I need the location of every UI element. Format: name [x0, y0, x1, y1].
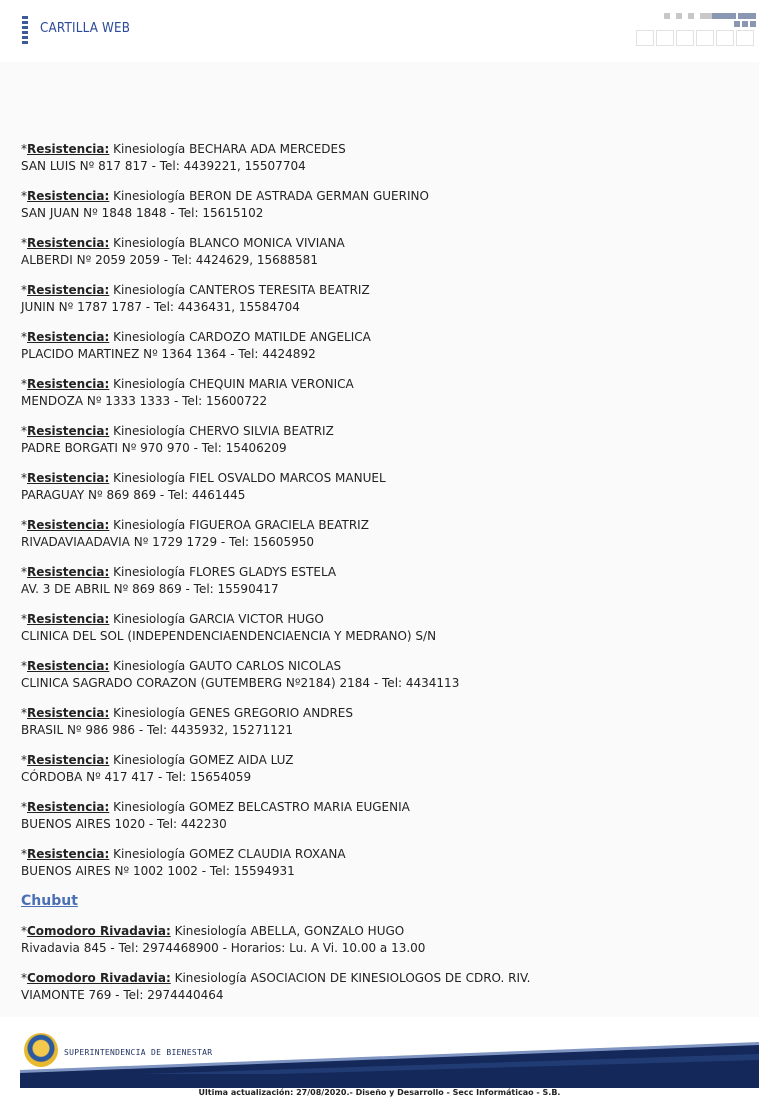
provider-name: Kinesiología FIGUEROA GRACIELA BEATRIZ: [113, 518, 369, 532]
provider-entry: [21, 235, 741, 269]
provider-name: Kinesiología CHERVO SILVIA BEATRIZ: [113, 424, 334, 438]
superintendencia-seal-logo: [24, 1033, 58, 1067]
bullet-asterisk: *: [21, 800, 27, 814]
deco-square: [730, 13, 736, 19]
provider-name-line: [21, 235, 741, 252]
city-label: Resistencia:: [27, 847, 110, 861]
city-label: Resistencia:: [27, 142, 110, 156]
city-label: Resistencia:: [27, 189, 110, 203]
city-label: Comodoro Rivadavia:: [27, 971, 171, 985]
provider-entry: [21, 611, 741, 645]
deco-square: [664, 13, 670, 19]
provider-address: AV. 3 DE ABRIL Nº 869 869 - Tel: 15590417: [21, 582, 279, 596]
provider-address: BRASIL Nº 986 986 - Tel: 4435932, 15271121: [21, 723, 293, 737]
provider-address: PLACIDO MARTINEZ Nº 1364 1364 - Tel: 4424892: [21, 347, 316, 361]
provider-name: Kinesiología ABELLA, GONZALO HUGO: [174, 924, 405, 938]
provider-name-line: [21, 752, 741, 769]
provider-name: Kinesiología GAUTO CARLOS NICOLAS: [113, 659, 342, 673]
bullet-asterisk: *: [21, 753, 27, 767]
header-squares-decoration: [634, 10, 759, 48]
provider-address: CLINICA SAGRADO CORAZON (GUTEMBERG Nº2184) 2184 - Tel: 4434113: [21, 676, 460, 690]
provider-address: BUENOS AIRES 1020 - Tel: 442230: [21, 817, 227, 831]
provider-name-line: [21, 188, 741, 205]
bullet-asterisk: *: [21, 847, 27, 861]
provider-name: Kinesiología CANTEROS TERESITA BEATRIZ: [113, 283, 370, 297]
provider-entry: [21, 564, 741, 598]
page-header: [0, 0, 759, 60]
deco-box: [696, 30, 714, 46]
bullet-asterisk: *: [21, 924, 27, 938]
header-stripes-icon: [22, 16, 28, 44]
provider-address: PARAGUAY Nº 869 869 - Tel: 4461445: [21, 488, 246, 502]
provider-name: Kinesiología BERON DE ASTRADA GERMAN GUERINO: [113, 189, 429, 203]
provider-name: Kinesiología GOMEZ CLAUDIA ROXANA: [113, 847, 346, 861]
city-label: Resistencia:: [27, 659, 110, 673]
provider-name: Kinesiología BLANCO MONICA VIVIANA: [113, 236, 345, 250]
bullet-asterisk: *: [21, 612, 27, 626]
provider-name: Kinesiología GENES GREGORIO ANDRES: [113, 706, 354, 720]
provider-name-line: [21, 517, 741, 534]
provider-address: SAN LUIS Nº 817 817 - Tel: 4439221, 15507704: [21, 159, 306, 173]
deco-box: [636, 30, 654, 46]
provider-address: VIAMONTE 769 - Tel: 2974440464: [21, 988, 224, 1002]
provider-entry: [21, 970, 741, 1004]
city-label: Resistencia:: [27, 800, 110, 814]
provider-name-line: [21, 423, 741, 440]
deco-square: [734, 21, 740, 27]
provider-entry: [21, 752, 741, 786]
deco-square: [742, 21, 748, 27]
provider-entry: [21, 282, 741, 316]
bullet-asterisk: *: [21, 706, 27, 720]
provider-name-line: [21, 923, 741, 940]
bullet-asterisk: *: [21, 283, 27, 297]
deco-box: [676, 30, 694, 46]
provider-name-line: [21, 564, 741, 581]
city-label: Resistencia:: [27, 753, 110, 767]
deco-box: [716, 30, 734, 46]
provider-address: ALBERDI Nº 2059 2059 - Tel: 4424629, 15688581: [21, 253, 318, 267]
provider-entry: [21, 658, 741, 692]
bullet-asterisk: *: [21, 518, 27, 532]
provider-entry: [21, 470, 741, 504]
header-title: CARTILLA WEB: [40, 21, 131, 36]
provider-entry: [21, 799, 741, 833]
provider-address: SAN JUAN Nº 1848 1848 - Tel: 15615102: [21, 206, 264, 220]
provider-name-line: [21, 846, 741, 863]
provider-entry: [21, 376, 741, 410]
provider-address: RIVADAVIAADAVIA Nº 1729 1729 - Tel: 15605950: [21, 535, 314, 549]
bullet-asterisk: *: [21, 565, 27, 579]
provider-entry: [21, 705, 741, 739]
city-label: Resistencia:: [27, 377, 110, 391]
provider-address: Rivadavia 845 - Tel: 2974468900 - Horarios: Lu. A Vi. 10.00 a 13.00: [21, 941, 426, 955]
bullet-asterisk: *: [21, 377, 27, 391]
bullet-asterisk: *: [21, 971, 27, 985]
provider-address: CÓRDOBA Nº 417 417 - Tel: 15654059: [21, 770, 252, 784]
provider-address: PADRE BORGATI Nº 970 970 - Tel: 15406209: [21, 441, 287, 455]
footer-wave-banner: [20, 1030, 759, 1088]
provider-name-line: [21, 799, 741, 816]
provider-list: [21, 141, 741, 1017]
provider-address: MENDOZA Nº 1333 1333 - Tel: 15600722: [21, 394, 268, 408]
city-label: Resistencia:: [27, 706, 110, 720]
provider-name: Kinesiología GARCIA VICTOR HUGO: [113, 612, 324, 626]
bullet-asterisk: *: [21, 424, 27, 438]
provider-name: Kinesiología GOMEZ AIDA LUZ: [113, 753, 294, 767]
footer-logo-text: SUPERINTENDENCIA DE BIENESTAR: [64, 1048, 213, 1057]
provider-name-line: [21, 141, 741, 158]
provider-entry: [21, 517, 741, 551]
provider-name: Kinesiología FLORES GLADYS ESTELA: [113, 565, 337, 579]
provider-name: Kinesiología ASOCIACION DE KINESIOLOGOS DE CDRO. RIV.: [174, 971, 531, 985]
provider-name-line: [21, 611, 741, 628]
provider-name-line: [21, 282, 741, 299]
city-label: Resistencia:: [27, 424, 110, 438]
city-label: Resistencia:: [27, 518, 110, 532]
provider-entry: [21, 923, 741, 957]
deco-box: [736, 30, 754, 46]
city-label: Resistencia:: [27, 236, 110, 250]
province-heading[interactable]: Chubut: [21, 893, 78, 909]
provider-name-line: [21, 329, 741, 346]
provider-name-line: [21, 658, 741, 675]
provider-name: Kinesiología FIEL OSVALDO MARCOS MANUEL: [113, 471, 386, 485]
provider-entry: [21, 141, 741, 175]
provider-entry: [21, 188, 741, 222]
provider-address: BUENOS AIRES Nº 1002 1002 - Tel: 15594931: [21, 864, 295, 878]
provider-name: Kinesiología BECHARA ADA MERCEDES: [113, 142, 346, 156]
provider-name-line: [21, 970, 741, 987]
provider-name-line: [21, 376, 741, 393]
provider-name-line: [21, 705, 741, 722]
provider-entry: [21, 329, 741, 363]
bullet-asterisk: *: [21, 659, 27, 673]
deco-square: [676, 13, 682, 19]
bullet-asterisk: *: [21, 471, 27, 485]
city-label: Resistencia:: [27, 565, 110, 579]
provider-address: CLINICA DEL SOL (INDEPENDENCIAENDENCIAENCIA Y MEDRANO) S/N: [21, 629, 437, 643]
city-label: Resistencia:: [27, 471, 110, 485]
deco-square: [688, 13, 694, 19]
deco-box: [656, 30, 674, 46]
bullet-asterisk: *: [21, 142, 27, 156]
bullet-asterisk: *: [21, 330, 27, 344]
bullet-asterisk: *: [21, 236, 27, 250]
city-label: Resistencia:: [27, 283, 110, 297]
provider-name: Kinesiología CARDOZO MATILDE ANGELICA: [113, 330, 371, 344]
provider-name: Kinesiología GOMEZ BELCASTRO MARIA EUGENIA: [113, 800, 410, 814]
provider-entry: [21, 423, 741, 457]
city-label: Comodoro Rivadavia:: [27, 924, 171, 938]
bullet-asterisk: *: [21, 189, 27, 203]
footer-update-note: Ultima actualización: 27/08/2020.- Diseño y Desarrollo - Secc Informáticao - S.B.: [198, 1088, 561, 1097]
provider-address: JUNIN Nº 1787 1787 - Tel: 4436431, 15584704: [21, 300, 300, 314]
city-label: Resistencia:: [27, 612, 110, 626]
city-label: Resistencia:: [27, 330, 110, 344]
provider-name: Kinesiología CHEQUIN MARIA VERONICA: [113, 377, 354, 391]
deco-square: [750, 13, 756, 19]
deco-square: [750, 21, 756, 27]
provider-name-line: [21, 470, 741, 487]
page-footer: [20, 1030, 759, 1088]
provider-entry: [21, 846, 741, 880]
